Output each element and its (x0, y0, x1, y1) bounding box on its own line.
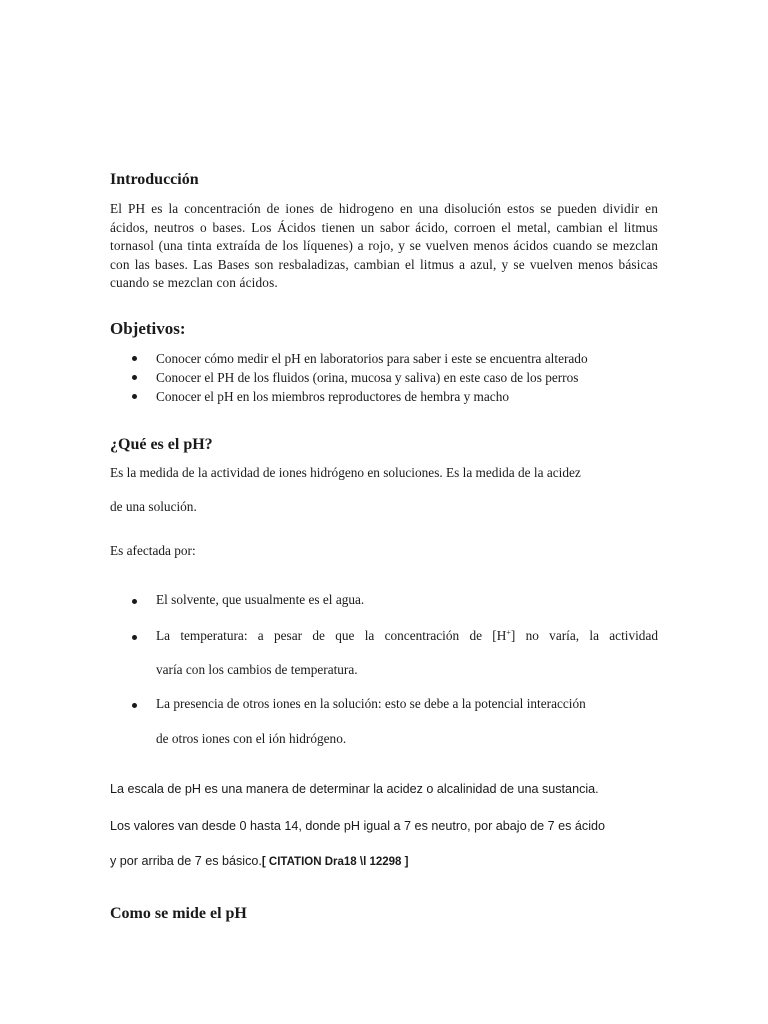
bullet-icon (132, 356, 137, 361)
intro-heading: Introducción (110, 171, 199, 188)
que-es-heading: ¿Qué es el pH? (110, 436, 213, 453)
bullet-icon (132, 703, 137, 708)
definition-line: Es la medida de la actividad de iones hidrógeno en soluciones. Es la medida de la acidez (110, 465, 581, 480)
objetivos-heading: Objetivos: (110, 319, 186, 338)
objetivos-list (110, 349, 658, 406)
list-item: Conocer el pH en los miembros reproductores de hembra y macho (110, 387, 658, 406)
definition-line: de una solución. (110, 499, 197, 514)
citation: [ CITATION Dra18 \l 12298 ] (261, 856, 409, 868)
scale-line: Los valores van desde 0 hasta 14, donde pH igual a 7 es neutro, por abajo de 7 es ácido (110, 819, 605, 833)
como-heading: Como se mide el pH (110, 905, 247, 922)
bullet-icon (132, 599, 137, 604)
bullet-icon (132, 394, 137, 399)
intro-paragraph: El PH es la concentración de iones de hidrogeno en una disolución estos se pueden dividir en ácidos, neutros o bases. Los Ácidos tienen un sabor ácido, corroen el metal, cambian el litmus tornasol (una tinta extraída de los líquenes) a rojo, y se vuelven menos ácidos cuando se mezclan con las bases. Las Bases son resbaladizas, cambian el litmus a azul, y se vuelven menos básicas cuando se mezclan con ácidos. (110, 201, 658, 290)
bullet-icon (132, 375, 137, 380)
scale-line: y por arriba de 7 es básico.[ CITATION Dra18 \l 12298 ] (110, 854, 409, 868)
bullet-icon (132, 635, 137, 640)
list-item: Conocer el PH de los fluidos (orina, mucosa y saliva) en este caso de los perros (110, 368, 658, 387)
scale-line: La escala de pH es una manera de determinar la acidez o alcalinidad de una sustancia. (110, 782, 599, 796)
afectada-label: Es afectada por: (110, 543, 196, 558)
list-item: Conocer cómo medir el pH en laboratorios para saber i este se encuentra alterado (110, 349, 658, 368)
